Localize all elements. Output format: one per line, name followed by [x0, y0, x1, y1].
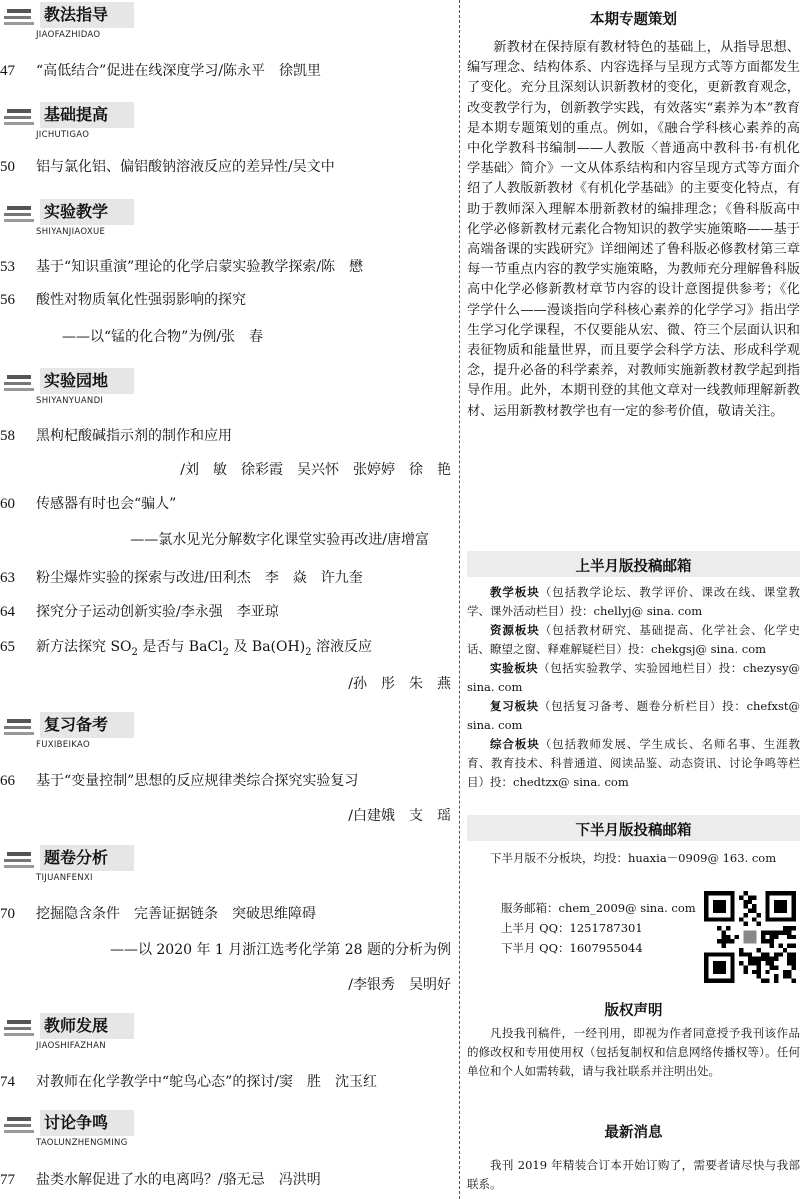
toc-entry[interactable]: [0, 494, 455, 514]
section-pinyin: SHIYANYUANDI: [36, 396, 104, 406]
section-bar-icon: [4, 8, 34, 26]
page-number: 74: [0, 1074, 15, 1090]
page-number: 50: [0, 159, 15, 175]
section-pinyin: TAOLUNZHENGMING: [36, 1138, 128, 1148]
upper-title: 上半月版投稿邮箱: [575, 559, 692, 575]
page-number: 60: [0, 496, 15, 512]
entry-authors: /李银秀 吴明好: [348, 977, 451, 993]
upper-mail-list: [467, 583, 800, 792]
entry-title: 粉尘爆炸实验的探索与改进/田利杰 李 焱 许九奎: [36, 570, 363, 586]
toc-entry[interactable]: [0, 426, 455, 446]
section-title: 复习备考: [40, 712, 134, 738]
section-header: [0, 2, 200, 44]
page-number: 56: [0, 292, 15, 308]
section-title: 教法指导: [40, 2, 134, 28]
news-title: 最新消息: [604, 1125, 663, 1141]
mail-item: 复习板块（包括复习备考、题卷分析栏目）投：chefxst@ sina. com: [467, 699, 800, 732]
toc-entry[interactable]: [0, 1072, 455, 1092]
toc-entry[interactable]: [0, 904, 455, 924]
section-header: [0, 368, 200, 410]
qq-upper: 上半月 QQ：1251787301: [501, 921, 643, 935]
page-number: 65: [0, 639, 15, 655]
section-header: [0, 845, 200, 887]
entry-title: 新方法探究 $SO_2$ 是否与 BaCl$_2$ 及 $Ba(OH)_2$ 溶液反应: [36, 639, 372, 658]
page-number: 47: [0, 63, 15, 79]
entry-title: 探究分子运动创新实验/李永强 李亚琼: [36, 604, 279, 620]
qr-code-icon: [704, 891, 796, 983]
toc-entry[interactable]: [0, 257, 455, 277]
entry-authors: /孙 彤 朱 燕: [348, 676, 451, 692]
entry-title: 对教师在化学教学中“鸵鸟心态”的探讨/窦 胜 沈玉红: [36, 1074, 378, 1090]
section-pinyin: JIAOSHIFAZHAN: [36, 1041, 106, 1051]
entry-subtitle: ——以 2020 年 1 月浙江选考化学第 28 题的分析为例: [109, 942, 451, 958]
entry-authors: /刘 敏 徐彩霞 吴兴怀 张婷婷 徐 艳: [180, 462, 451, 478]
entry-title: 铝与氯化铝、偏铝酸钠溶液反应的差异性/吴文中: [36, 159, 335, 175]
entry-title: 基于“变量控制”思想的反应规律类综合探究实验复习: [36, 773, 359, 789]
entry-title: “高低结合”促进在线深度学习/陈永平 徐凯里: [36, 63, 322, 79]
section-bar-icon: [4, 205, 34, 223]
special-title: 本期专题策划: [590, 12, 677, 28]
page-number: 63: [0, 570, 15, 586]
section-bar-icon: [4, 718, 34, 736]
section-title: 教师发展: [40, 1013, 134, 1039]
lower-mail: 下半月版不分板块，均投：huaxia－0909@ 163. com: [490, 851, 777, 865]
page-number: 64: [0, 604, 15, 620]
section-header: [0, 1110, 200, 1152]
section-title: 实验教学: [40, 199, 134, 225]
section-pinyin: FUXIBEIKAO: [36, 740, 90, 750]
page-number: 53: [0, 259, 15, 275]
section-pinyin: TIJUANFENXI: [36, 873, 93, 883]
section-title: 基础提高: [40, 102, 134, 128]
page-number: 58: [0, 428, 15, 444]
section-bar-icon: [4, 851, 34, 869]
mail-item: 资源板块（包括教材研究、基础提高、化学社会、化学史话、瞭望之窗、释难解疑栏目）投：chekgsj@ sina. com: [467, 623, 800, 656]
mail-item: 综合板块（包括教师发展、学生成长、名师名事、生涯教育、教育技术、科普通道、阅读品鉴、动态资讯、讨论争鸣等栏目）投：chedtzx@ sina. com: [467, 737, 800, 789]
toc-entry[interactable]: [0, 602, 455, 622]
entry-subtitle: ——氯水见光分解数字化课堂实验再改进/唐增富: [130, 532, 429, 548]
page-number: 70: [0, 906, 15, 922]
section-header: [0, 712, 200, 754]
entry-title: 黑枸杞酸碱指示剂的制作和应用: [36, 428, 232, 444]
entry-title: 传感器有时也会“骗人”: [36, 496, 177, 512]
section-bar-icon: [4, 374, 34, 392]
section-pinyin: SHIYANJIAOXUE: [36, 227, 106, 237]
page-number: 77: [0, 1172, 15, 1188]
section-bar-icon: [4, 1116, 34, 1134]
toc-entry[interactable]: [0, 637, 455, 663]
section-pinyin: JIAOFAZHIDAO: [36, 30, 101, 40]
news-text: 我刊 2019 年精装合订本开始订购了，需要者请尽快与我部联系。: [467, 1158, 800, 1191]
section-title: 题卷分析: [40, 845, 134, 871]
entry-title: 挖掘隐含条件 完善证据链条 突破思维障碍: [36, 906, 316, 922]
section-bar-icon: [4, 108, 34, 126]
entry-title: 酸性对物质氧化性强弱影响的探究: [36, 292, 246, 308]
lower-title: 下半月版投稿邮箱: [575, 823, 692, 839]
entry-title: 基于“知识重演”理论的化学启蒙实验教学探索/陈 懋: [36, 259, 364, 275]
service-email: 服务邮箱：chem_2009@ sina. com: [501, 901, 696, 915]
qq-lower: 下半月 QQ：1607955044: [501, 941, 643, 955]
toc-entry[interactable]: [0, 771, 455, 791]
toc-entry[interactable]: [0, 157, 455, 177]
mail-item: 实验板块（包括实验教学、实验园地栏目）投：chezysy@ sina. com: [467, 661, 800, 694]
copyright-text: 凡投我刊稿件，一经刊用，即视为作者同意授予我刊该作品的修改权和专用使用权（包括复制权和信息网络传播权等）。任何单位和个人如需转载，请与我社联系并注明出处。: [467, 1026, 800, 1078]
entry-title: 盐类水解促进了水的电离吗？/骆无忌 冯洪明: [36, 1172, 321, 1188]
section-title: 实验园地: [40, 368, 134, 394]
toc-entry[interactable]: [0, 61, 455, 81]
section-header: [0, 102, 200, 144]
section-header: [0, 199, 200, 241]
toc-entry[interactable]: [0, 568, 455, 588]
mail-item: 教学板块（包括教学论坛、教学评价、课改在线、课堂教学、课外活动栏目）投：chellyj@ sina. com: [467, 585, 800, 618]
page-number: 66: [0, 773, 15, 789]
copyright-title: 版权声明: [604, 1003, 663, 1019]
section-header: [0, 1013, 200, 1055]
section-title: 讨论争鸣: [40, 1110, 134, 1136]
entry-authors: /白建娥 支 瑶: [348, 808, 451, 824]
entry-subtitle: ——以“锰的化合物”为例/张 春: [62, 329, 264, 345]
toc-entry[interactable]: [0, 1170, 455, 1190]
special-text: 新教材在保持原有教材特色的基础上，从指导思想、编写理念、结构体系、内容选择与呈现方式等方面都发生了变化。充分且深刻认识新教材的变化，更新教育观念，改变教学行为，创新教学实践，有效落实“素养为本”教育是本期专题策划的重点。例如，《融合学科核心素养的高中化学教科书编制——人教版〈普通高中教科书·有机化学基础〉简介》一文从体系结构和内容呈现方式等方面介绍了人教版新教材《有机化学基础》的主要变化特点，有助于教师深入理解本册新教材的编排理念；《鲁科版高中化学必修新教材元素化合物知识的教学实施策略——基于高端备课的实践研究》详细阐述了鲁科版必修教材第三章每一节重点内容的教学实施策略，为教师充分理解鲁科版高中化学必修新教材章节内容的设计意图提供参考；《化学学什么——漫谈指向学科核心素养的化学学习》指出学生学习化学课程，不仅要能从宏、微、符三个层面认识和表征物质和能量世界，而且要学会科学方法、形成科学观念，提升必备的科学素养，对教师实施新教材教学起到指导作用。此外，本期刊登的其他文章对一线教师理解新教材、运用新教材教学也有一定的参考价值，敬请关注。: [467, 40, 800, 419]
column-divider: [459, 0, 460, 1199]
section-pinyin: JICHUTIGAO: [36, 130, 90, 140]
section-bar-icon: [4, 1019, 34, 1037]
toc-entry[interactable]: [0, 290, 455, 310]
